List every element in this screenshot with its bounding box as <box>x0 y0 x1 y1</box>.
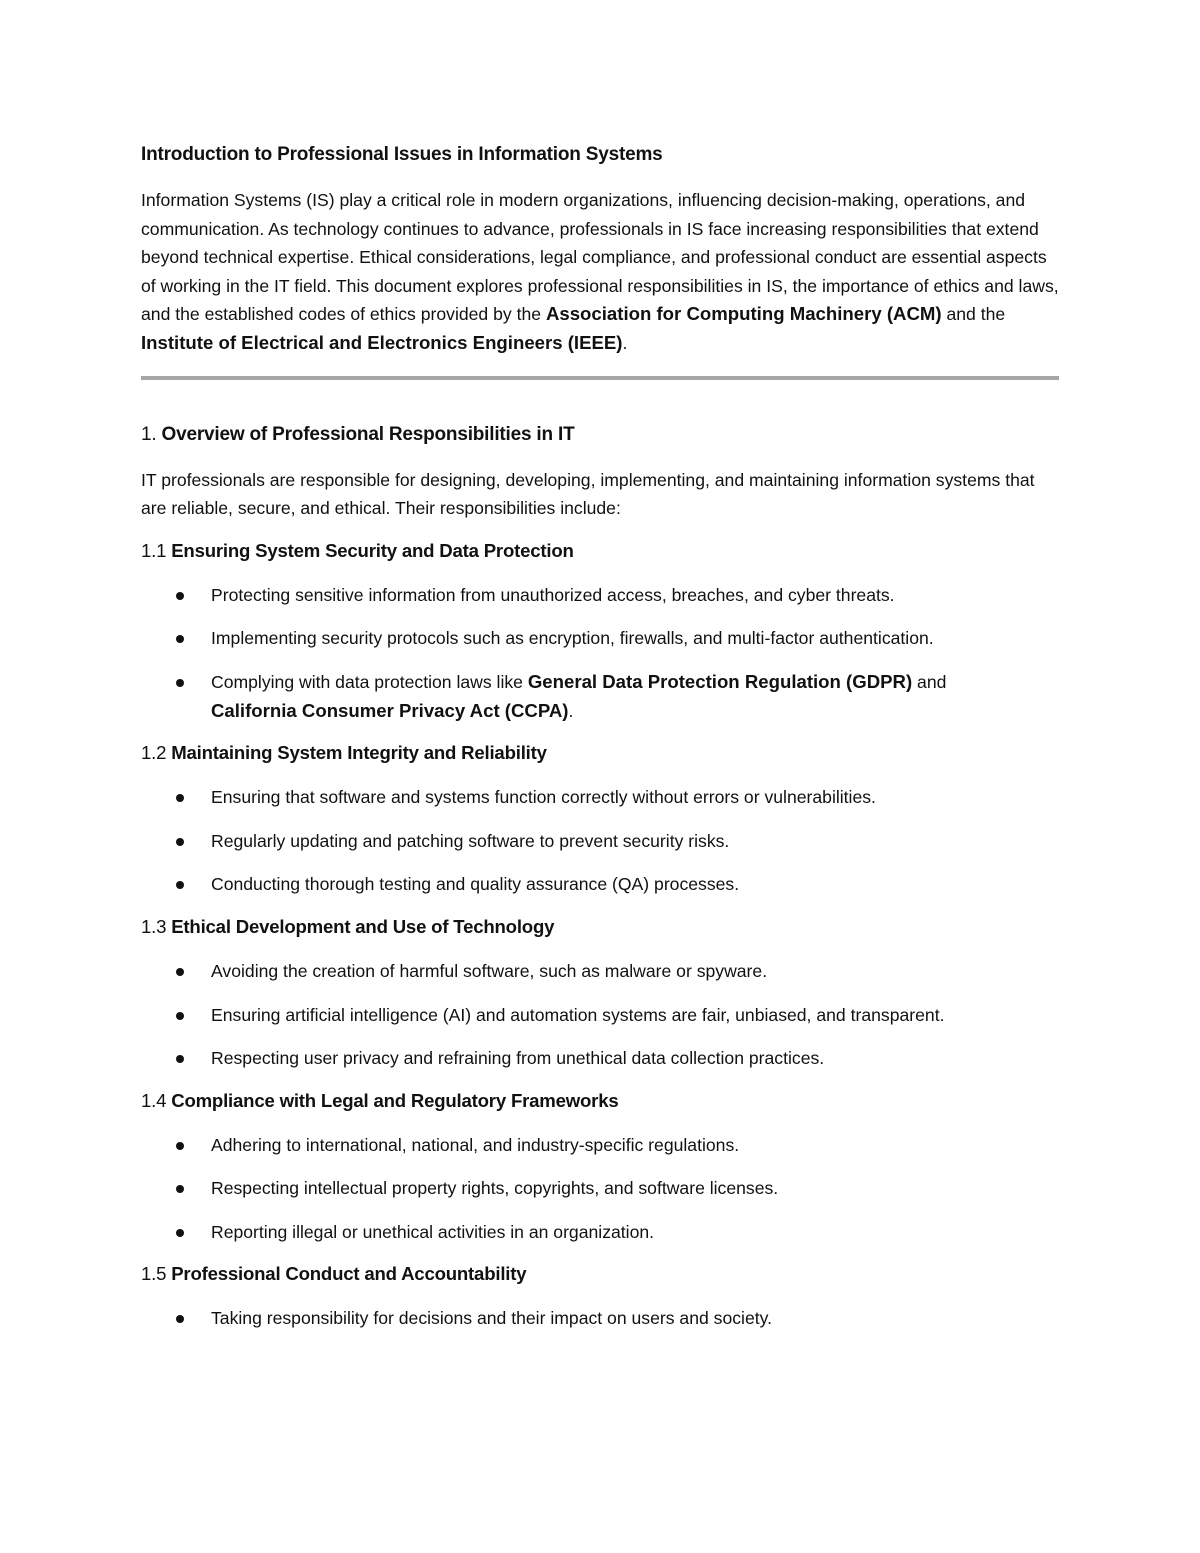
list-item-text: Conducting thorough testing and quality assurance (QA) processes. <box>211 874 740 895</box>
bullet-icon <box>176 1055 184 1063</box>
subsection-1-4-heading <box>141 1086 1059 1116</box>
intro-text-after: . <box>622 332 628 353</box>
subsection-1-3-list <box>141 957 1059 1073</box>
subsection-1-5-heading <box>141 1259 1059 1289</box>
subsection-1-5-list <box>141 1304 1059 1333</box>
list-item-text: Protecting sensitive information from unauthorized access, breaches, and cyber threats. <box>211 584 895 605</box>
bullet-icon <box>176 592 184 600</box>
gdpr-bold: General Data Protection Regulation (GDPR) <box>527 670 913 692</box>
list-item-text-middle: and <box>912 671 947 692</box>
bullet-icon <box>176 838 184 846</box>
subsection-1-3-heading <box>141 912 1059 942</box>
subsection-1-2-list <box>141 783 1059 899</box>
subsection-1-3-number: 1.3 <box>141 915 167 937</box>
bullet-icon <box>176 679 184 687</box>
bullet-icon <box>176 794 184 802</box>
list-item-text: Implementing security protocols such as encryption, firewalls, and multi-factor authentication. <box>211 628 934 649</box>
subsection-1-1-list <box>141 581 1059 725</box>
list-item <box>141 668 1059 725</box>
document-title: Introduction to Professional Issues in Information Systems <box>141 144 663 165</box>
intro-ieee-bold: Institute of Electrical and Electronics Engineers (IEEE) <box>141 331 623 353</box>
subsection-1-4-list <box>141 1131 1059 1247</box>
list-item <box>141 1218 1059 1247</box>
subsection-1-5-number: 1.5 <box>141 1263 167 1285</box>
subsection-1-2-title: Maintaining System Integrity and Reliability <box>171 742 547 764</box>
list-item-text-before: Complying with data protection laws like <box>211 671 528 692</box>
section-1-number: 1. <box>141 423 157 445</box>
list-item <box>141 1044 1059 1073</box>
subsection-1-1-heading <box>141 536 1059 566</box>
bullet-icon <box>176 968 184 976</box>
subsection-1-3-title: Ethical Development and Use of Technology <box>171 915 555 937</box>
subsection-1-4-number: 1.4 <box>141 1089 167 1111</box>
section-1-heading <box>141 420 1059 450</box>
list-item-text: Respecting user privacy and refraining from unethical data collection practices. <box>211 1048 825 1069</box>
horizontal-divider <box>141 376 1059 380</box>
list-item <box>141 581 1059 610</box>
section-1-title: Overview of Professional Responsibilities in IT <box>161 423 575 445</box>
bullet-icon <box>176 1185 184 1193</box>
list-item-text: Reporting illegal or unethical activities in an organization. <box>211 1221 655 1242</box>
bullet-icon <box>176 1012 184 1020</box>
intro-paragraph <box>141 186 1059 358</box>
subsection-1-5-title: Professional Conduct and Accountability <box>171 1263 527 1285</box>
subsection-1-4-title: Compliance with Legal and Regulatory Frameworks <box>171 1089 619 1111</box>
intro-acm-bold: Association for Computing Machinery (ACM) <box>545 303 942 325</box>
bullet-icon <box>176 635 184 643</box>
list-item <box>141 957 1059 986</box>
list-item <box>141 827 1059 856</box>
list-item <box>141 1174 1059 1203</box>
list-item <box>141 1131 1059 1160</box>
intro-text-before: Information Systems (IS) play a critical role in modern organizations, influencing decision-making, operations, and communication. As technology continues to advance, professionals in IS face increasing responsibilities that extend beyond technical expertise. Ethical considerations, legal compliance, and professional conduct are essential aspects of working in the IT field. This document explores professional responsibilities in IS, the importance of ethics and laws, and the established codes of ethics provided by the <box>141 190 1059 325</box>
list-item-text-after: . <box>568 700 574 721</box>
list-item-text: Adhering to international, national, and industry-specific regulations. <box>211 1134 740 1155</box>
ccpa-bold: California Consumer Privacy Act (CCPA) <box>211 699 569 721</box>
bullet-icon <box>176 1229 184 1237</box>
list-item <box>141 870 1059 899</box>
section-1-paragraph: IT professionals are responsible for designing, developing, implementing, and maintaining information systems that are reliable, secure, and ethical. Their responsibilities include: <box>141 469 1035 519</box>
subsection-1-1-number: 1.1 <box>141 539 167 561</box>
list-item-text: Regularly updating and patching software to prevent security risks. <box>211 830 730 851</box>
list-item-text: Avoiding the creation of harmful software, such as malware or spyware. <box>211 960 768 981</box>
list-item-text: Taking responsibility for decisions and their impact on users and society. <box>211 1308 772 1329</box>
intro-text-middle: and the <box>941 304 1006 325</box>
subsection-1-1-title: Ensuring System Security and Data Protection <box>171 539 574 561</box>
document-body <box>141 140 1059 1333</box>
bullet-icon <box>176 881 184 889</box>
bullet-icon <box>176 1315 184 1323</box>
bullet-icon <box>176 1142 184 1150</box>
list-item-text: Ensuring artificial intelligence (AI) and automation systems are fair, unbiased, and transparent. <box>211 1004 945 1025</box>
list-item <box>141 783 1059 812</box>
list-item <box>141 1304 1059 1333</box>
subsection-1-2-number: 1.2 <box>141 742 167 764</box>
subsection-1-2-heading <box>141 738 1059 768</box>
list-item-text: Respecting intellectual property rights, copyrights, and software licenses. <box>211 1178 779 1199</box>
list-item-text: Ensuring that software and systems function correctly without errors or vulnerabilities. <box>211 787 876 808</box>
list-item <box>141 1001 1059 1030</box>
list-item <box>141 624 1059 653</box>
